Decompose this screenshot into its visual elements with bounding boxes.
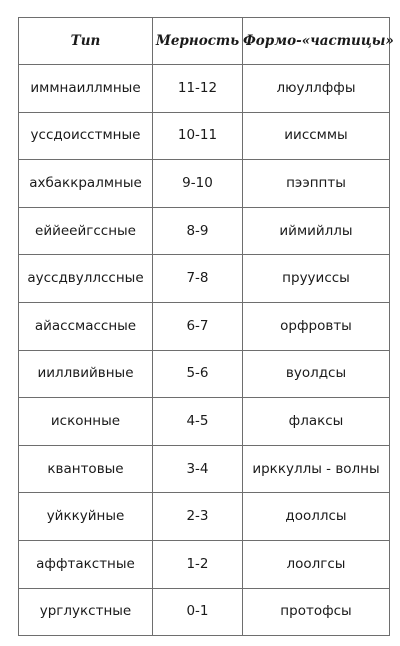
dimension-table xyxy=(18,17,394,636)
header-form-particles: Формо-«частицы» xyxy=(243,18,390,65)
cell-type: иммнаиллмные xyxy=(19,65,153,113)
table-row xyxy=(19,207,390,255)
table-row xyxy=(19,112,390,160)
cell-dimension: 4-5 xyxy=(153,398,243,446)
cell-type: ииллвийвные xyxy=(19,350,153,398)
cell-form-particles: иймийллы xyxy=(243,207,390,255)
table-row xyxy=(19,302,390,350)
table-row xyxy=(19,493,390,541)
cell-form-particles: иисcммы xyxy=(243,112,390,160)
cell-dimension: 11-12 xyxy=(153,65,243,113)
table-row xyxy=(19,398,390,446)
table-row xyxy=(19,255,390,303)
cell-type: айассмассные xyxy=(19,302,153,350)
cell-dimension: 8-9 xyxy=(153,207,243,255)
table-row xyxy=(19,350,390,398)
cell-dimension: 9-10 xyxy=(153,160,243,208)
cell-type: уссдоисстмные xyxy=(19,112,153,160)
cell-dimension: 5-6 xyxy=(153,350,243,398)
cell-dimension: 3-4 xyxy=(153,445,243,493)
cell-dimension: 10-11 xyxy=(153,112,243,160)
table-row xyxy=(19,540,390,588)
cell-form-particles: орфровты xyxy=(243,302,390,350)
cell-type: ахбаккралмные xyxy=(19,160,153,208)
cell-form-particles: протофсы xyxy=(243,588,390,636)
cell-dimension: 0-1 xyxy=(153,588,243,636)
cell-dimension: 1-2 xyxy=(153,540,243,588)
cell-type: аусcдвуллссные xyxy=(19,255,153,303)
cell-form-particles: флаксы xyxy=(243,398,390,446)
cell-dimension: 6-7 xyxy=(153,302,243,350)
cell-form-particles: пээппты xyxy=(243,160,390,208)
cell-type: квантовые xyxy=(19,445,153,493)
cell-type: исконные xyxy=(19,398,153,446)
cell-form-particles: вуолдсы xyxy=(243,350,390,398)
header-type: Тип xyxy=(19,18,153,65)
cell-dimension: 2-3 xyxy=(153,493,243,541)
table-row xyxy=(19,445,390,493)
cell-form-particles: прууиссы xyxy=(243,255,390,303)
cell-type: еййеейгссные xyxy=(19,207,153,255)
cell-form-particles: лоолгсы xyxy=(243,540,390,588)
cell-type: уйккуйные xyxy=(19,493,153,541)
cell-form-particles: ирккуллы - волны xyxy=(243,445,390,493)
cell-dimension: 7-8 xyxy=(153,255,243,303)
cell-form-particles: люуллффы xyxy=(243,65,390,113)
cell-type: аффтакстные xyxy=(19,540,153,588)
table-row xyxy=(19,588,390,636)
header-dimension: Мерность xyxy=(153,18,243,65)
table-body xyxy=(19,65,390,636)
header-row xyxy=(19,18,390,65)
table-row xyxy=(19,160,390,208)
cell-form-particles: дooллсы xyxy=(243,493,390,541)
table-row xyxy=(19,65,390,113)
cell-type: урглукстные xyxy=(19,588,153,636)
